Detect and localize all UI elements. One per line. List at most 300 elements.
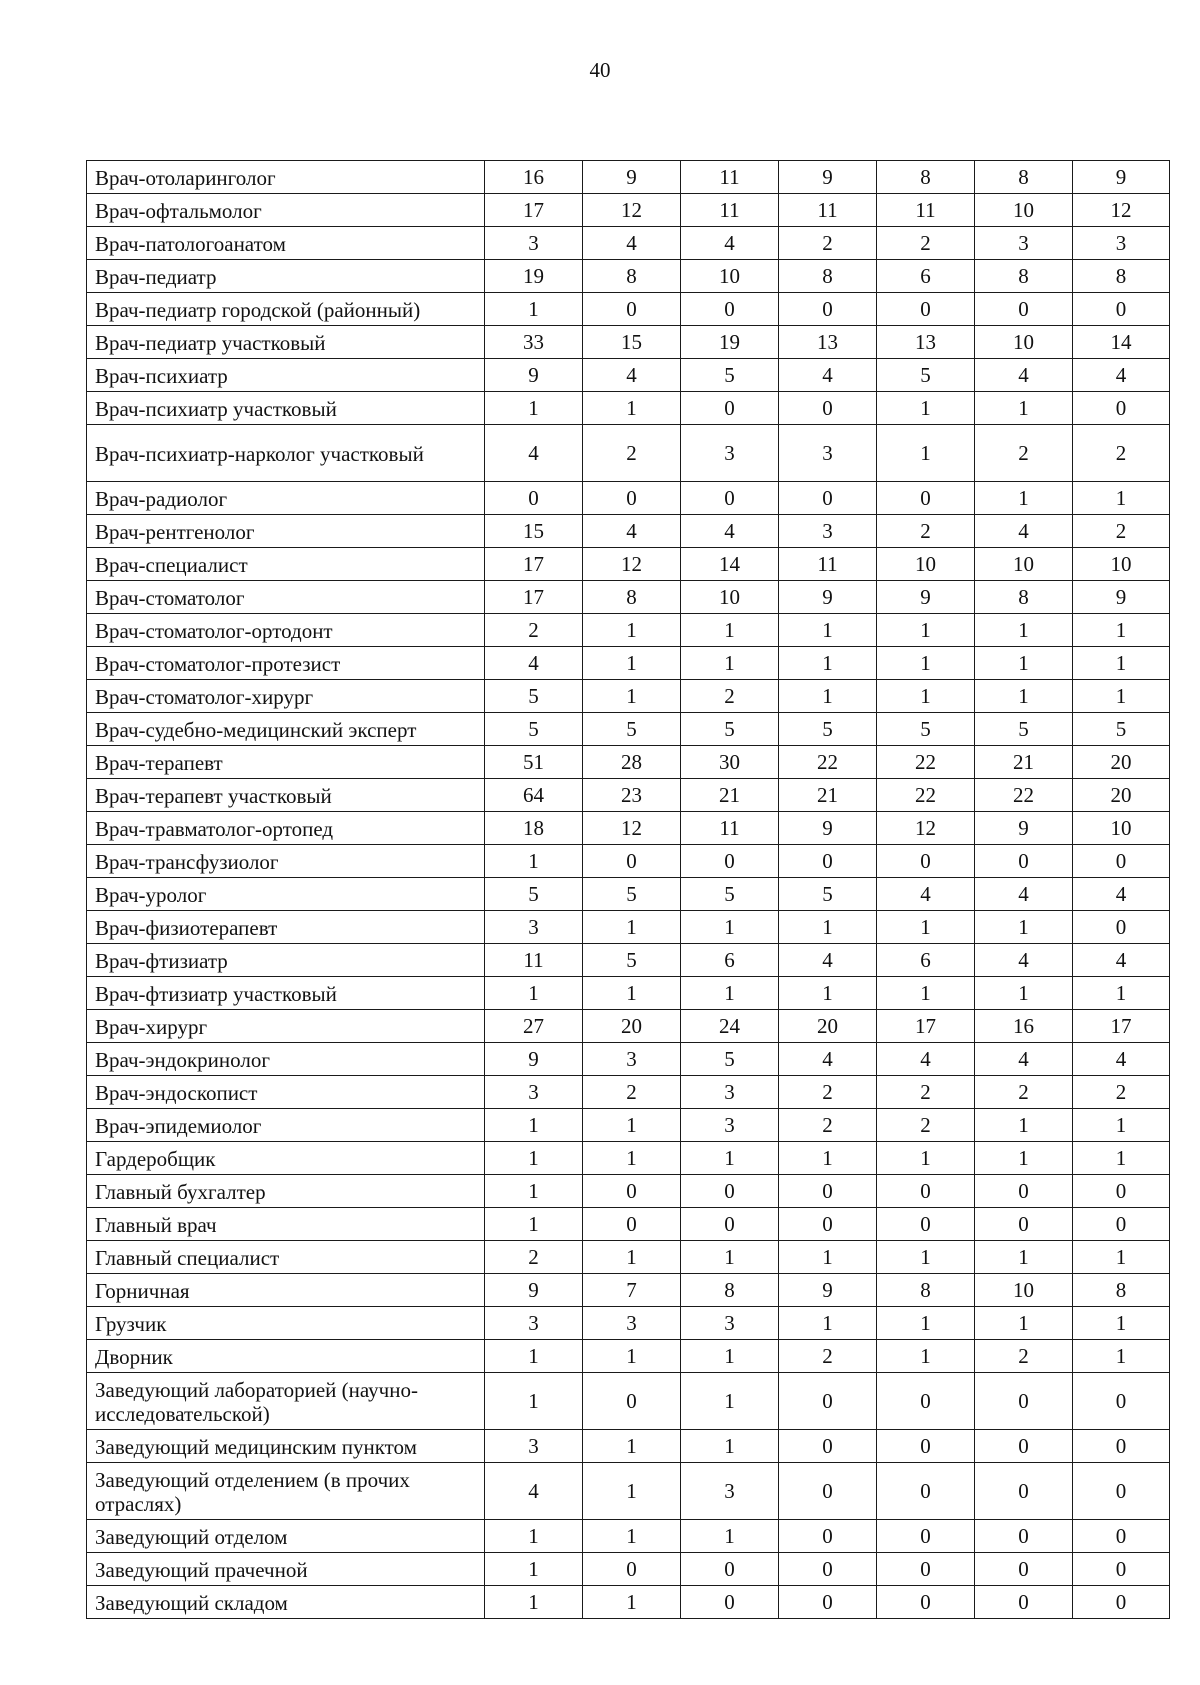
- value-cell: 19: [485, 260, 583, 293]
- value-cell: 8: [583, 581, 681, 614]
- value-cell: 2: [681, 680, 779, 713]
- value-cell: 4: [1073, 944, 1170, 977]
- position-name-cell: Врач-отоларинголог: [87, 161, 485, 194]
- value-cell: 3: [1073, 227, 1170, 260]
- value-cell: 0: [1073, 911, 1170, 944]
- value-cell: 0: [779, 1586, 877, 1619]
- value-cell: 1: [583, 1109, 681, 1142]
- value-cell: 10: [877, 548, 975, 581]
- value-cell: 0: [583, 1175, 681, 1208]
- value-cell: 1: [1073, 680, 1170, 713]
- value-cell: 1: [485, 845, 583, 878]
- value-cell: 21: [779, 779, 877, 812]
- value-cell: 9: [779, 581, 877, 614]
- table-row: [87, 293, 1170, 326]
- value-cell: 0: [779, 1520, 877, 1553]
- value-cell: 2: [877, 515, 975, 548]
- value-cell: 0: [779, 1553, 877, 1586]
- value-cell: 8: [877, 161, 975, 194]
- value-cell: 6: [877, 260, 975, 293]
- value-cell: 1: [877, 1340, 975, 1373]
- value-cell: 10: [1073, 812, 1170, 845]
- value-cell: 22: [975, 779, 1073, 812]
- table-row: [87, 1307, 1170, 1340]
- value-cell: 9: [975, 812, 1073, 845]
- value-cell: 1: [583, 1142, 681, 1175]
- value-cell: 1: [681, 1142, 779, 1175]
- value-cell: 0: [779, 845, 877, 878]
- value-cell: 1: [1073, 1340, 1170, 1373]
- table-row: [87, 878, 1170, 911]
- value-cell: 4: [877, 1043, 975, 1076]
- value-cell: 11: [681, 812, 779, 845]
- value-cell: 9: [1073, 581, 1170, 614]
- value-cell: 0: [779, 392, 877, 425]
- table-row: [87, 581, 1170, 614]
- position-name-cell: Врач-стоматолог-хирург: [87, 680, 485, 713]
- value-cell: 64: [485, 779, 583, 812]
- value-cell: 16: [485, 161, 583, 194]
- position-name-cell: Дворник: [87, 1340, 485, 1373]
- value-cell: 1: [877, 1307, 975, 1340]
- value-cell: 11: [779, 194, 877, 227]
- value-cell: 1: [779, 1307, 877, 1340]
- position-name-cell: Врач-специалист: [87, 548, 485, 581]
- value-cell: 1: [681, 647, 779, 680]
- table-row: [87, 911, 1170, 944]
- value-cell: 1: [681, 977, 779, 1010]
- position-name-cell: Врач-стоматолог-ортодонт: [87, 614, 485, 647]
- value-cell: 1: [681, 1373, 779, 1430]
- value-cell: 17: [485, 548, 583, 581]
- value-cell: 10: [975, 326, 1073, 359]
- value-cell: 4: [681, 515, 779, 548]
- value-cell: 1: [877, 1241, 975, 1274]
- value-cell: 0: [877, 1520, 975, 1553]
- value-cell: 20: [779, 1010, 877, 1043]
- value-cell: 0: [583, 1208, 681, 1241]
- position-name-cell: Врач-педиатр участковый: [87, 326, 485, 359]
- position-name-cell: Заведующий складом: [87, 1586, 485, 1619]
- value-cell: 9: [583, 161, 681, 194]
- value-cell: 0: [1073, 1373, 1170, 1430]
- table-body: [87, 161, 1170, 1619]
- value-cell: 1: [975, 680, 1073, 713]
- value-cell: 0: [1073, 1520, 1170, 1553]
- value-cell: 0: [975, 1175, 1073, 1208]
- table-row: [87, 1010, 1170, 1043]
- value-cell: 1: [583, 392, 681, 425]
- position-name-cell: Врач-стоматолог: [87, 581, 485, 614]
- value-cell: 1: [877, 911, 975, 944]
- value-cell: 1: [485, 293, 583, 326]
- value-cell: 4: [779, 359, 877, 392]
- value-cell: 51: [485, 746, 583, 779]
- value-cell: 1: [681, 1520, 779, 1553]
- value-cell: 1: [975, 1241, 1073, 1274]
- value-cell: 12: [877, 812, 975, 845]
- value-cell: 0: [975, 1463, 1073, 1520]
- value-cell: 10: [681, 581, 779, 614]
- value-cell: 3: [583, 1043, 681, 1076]
- value-cell: 21: [681, 779, 779, 812]
- value-cell: 0: [975, 1520, 1073, 1553]
- value-cell: 4: [485, 425, 583, 482]
- value-cell: 1: [1073, 482, 1170, 515]
- value-cell: 4: [583, 227, 681, 260]
- value-cell: 1: [485, 1586, 583, 1619]
- value-cell: 0: [681, 392, 779, 425]
- value-cell: 0: [583, 1553, 681, 1586]
- position-name-cell: Врач-судебно-медицинский эксперт: [87, 713, 485, 746]
- value-cell: 10: [681, 260, 779, 293]
- value-cell: 16: [975, 1010, 1073, 1043]
- value-cell: 2: [975, 425, 1073, 482]
- value-cell: 0: [1073, 293, 1170, 326]
- value-cell: 12: [583, 812, 681, 845]
- value-cell: 1: [779, 1142, 877, 1175]
- value-cell: 8: [681, 1274, 779, 1307]
- value-cell: 4: [779, 1043, 877, 1076]
- value-cell: 0: [877, 1430, 975, 1463]
- value-cell: 9: [779, 161, 877, 194]
- table-row: [87, 1208, 1170, 1241]
- value-cell: 1: [485, 977, 583, 1010]
- value-cell: 2: [779, 1109, 877, 1142]
- table-row: [87, 845, 1170, 878]
- position-name-cell: Грузчик: [87, 1307, 485, 1340]
- value-cell: 5: [485, 713, 583, 746]
- value-cell: 1: [1073, 614, 1170, 647]
- table-row: [87, 812, 1170, 845]
- page-number: 40: [589, 58, 611, 82]
- value-cell: 4: [485, 647, 583, 680]
- value-cell: 1: [877, 1142, 975, 1175]
- value-cell: 1: [975, 614, 1073, 647]
- value-cell: 1: [583, 911, 681, 944]
- value-cell: 9: [485, 1043, 583, 1076]
- value-cell: 2: [1073, 425, 1170, 482]
- value-cell: 0: [877, 293, 975, 326]
- table-row: [87, 1463, 1170, 1520]
- value-cell: 1: [485, 1142, 583, 1175]
- value-cell: 2: [583, 425, 681, 482]
- value-cell: 3: [681, 1076, 779, 1109]
- value-cell: 1: [1073, 977, 1170, 1010]
- value-cell: 0: [877, 1208, 975, 1241]
- position-name-cell: Заведующий отделом: [87, 1520, 485, 1553]
- value-cell: 0: [877, 1586, 975, 1619]
- position-name-cell: Врач-стоматолог-протезист: [87, 647, 485, 680]
- value-cell: 5: [877, 359, 975, 392]
- value-cell: 20: [583, 1010, 681, 1043]
- value-cell: 1: [583, 1463, 681, 1520]
- position-name-cell: Врач-педиатр городской (районный): [87, 293, 485, 326]
- value-cell: 17: [485, 581, 583, 614]
- value-cell: 1: [485, 1520, 583, 1553]
- value-cell: 8: [975, 161, 1073, 194]
- value-cell: 1: [877, 680, 975, 713]
- position-name-cell: Врач-терапевт участковый: [87, 779, 485, 812]
- value-cell: 0: [975, 1208, 1073, 1241]
- table-row: [87, 425, 1170, 482]
- value-cell: 2: [877, 1076, 975, 1109]
- value-cell: 2: [779, 1340, 877, 1373]
- value-cell: 24: [681, 1010, 779, 1043]
- value-cell: 1: [779, 647, 877, 680]
- value-cell: 1: [1073, 1241, 1170, 1274]
- value-cell: 3: [485, 1307, 583, 1340]
- value-cell: 4: [583, 359, 681, 392]
- table-row: [87, 1553, 1170, 1586]
- value-cell: 1: [1073, 1307, 1170, 1340]
- value-cell: 6: [681, 944, 779, 977]
- value-cell: 1: [1073, 1109, 1170, 1142]
- value-cell: 3: [485, 1076, 583, 1109]
- value-cell: 0: [877, 1463, 975, 1520]
- value-cell: 1: [975, 647, 1073, 680]
- value-cell: 1: [975, 977, 1073, 1010]
- value-cell: 5: [681, 713, 779, 746]
- value-cell: 2: [1073, 515, 1170, 548]
- value-cell: 5: [681, 878, 779, 911]
- value-cell: 11: [877, 194, 975, 227]
- value-cell: 1: [681, 1430, 779, 1463]
- table-row: [87, 1109, 1170, 1142]
- value-cell: 12: [1073, 194, 1170, 227]
- table-row: [87, 1175, 1170, 1208]
- value-cell: 27: [485, 1010, 583, 1043]
- value-cell: 15: [583, 326, 681, 359]
- value-cell: 23: [583, 779, 681, 812]
- value-cell: 1: [975, 392, 1073, 425]
- position-name-cell: Горничная: [87, 1274, 485, 1307]
- value-cell: 5: [485, 878, 583, 911]
- table-row: [87, 548, 1170, 581]
- position-name-cell: Врач-эпидемиолог: [87, 1109, 485, 1142]
- position-name-cell: Гардеробщик: [87, 1142, 485, 1175]
- value-cell: 0: [975, 1553, 1073, 1586]
- position-name-cell: Заведующий прачечной: [87, 1553, 485, 1586]
- value-cell: 0: [1073, 1208, 1170, 1241]
- value-cell: 0: [779, 1373, 877, 1430]
- value-cell: 5: [681, 359, 779, 392]
- value-cell: 0: [583, 1373, 681, 1430]
- table-row: [87, 1043, 1170, 1076]
- value-cell: 0: [1073, 1553, 1170, 1586]
- value-cell: 1: [681, 911, 779, 944]
- value-cell: 0: [877, 1373, 975, 1430]
- value-cell: 0: [1073, 392, 1170, 425]
- value-cell: 2: [779, 227, 877, 260]
- value-cell: 19: [681, 326, 779, 359]
- value-cell: 0: [877, 482, 975, 515]
- value-cell: 0: [1073, 1430, 1170, 1463]
- value-cell: 1: [779, 977, 877, 1010]
- position-name-cell: Врач-патологоанатом: [87, 227, 485, 260]
- value-cell: 14: [1073, 326, 1170, 359]
- position-name-cell: Врач-психиатр: [87, 359, 485, 392]
- value-cell: 1: [583, 1340, 681, 1373]
- value-cell: 0: [1073, 1463, 1170, 1520]
- value-cell: 11: [485, 944, 583, 977]
- value-cell: 0: [779, 1463, 877, 1520]
- table-row: [87, 326, 1170, 359]
- value-cell: 28: [583, 746, 681, 779]
- value-cell: 1: [485, 392, 583, 425]
- table-row: [87, 977, 1170, 1010]
- position-name-cell: Врач-психиатр-нарколог участковый: [87, 425, 485, 482]
- value-cell: 4: [1073, 359, 1170, 392]
- value-cell: 33: [485, 326, 583, 359]
- value-cell: 8: [583, 260, 681, 293]
- position-name-cell: Врач-фтизиатр участковый: [87, 977, 485, 1010]
- value-cell: 8: [1073, 1274, 1170, 1307]
- value-cell: 0: [975, 1373, 1073, 1430]
- value-cell: 1: [583, 647, 681, 680]
- position-name-cell: Врач-эндоскопист: [87, 1076, 485, 1109]
- value-cell: 0: [975, 845, 1073, 878]
- value-cell: 1: [583, 1430, 681, 1463]
- position-name-cell: Главный специалист: [87, 1241, 485, 1274]
- position-name-cell: Врач-фтизиатр: [87, 944, 485, 977]
- value-cell: 1: [485, 1208, 583, 1241]
- value-cell: 3: [779, 515, 877, 548]
- value-cell: 1: [1073, 1142, 1170, 1175]
- value-cell: 4: [681, 227, 779, 260]
- position-name-cell: Врач-физиотерапевт: [87, 911, 485, 944]
- value-cell: 1: [877, 425, 975, 482]
- value-cell: 12: [583, 548, 681, 581]
- position-name-cell: Врач-эндокринолог: [87, 1043, 485, 1076]
- value-cell: 17: [1073, 1010, 1170, 1043]
- value-cell: 4: [975, 359, 1073, 392]
- value-cell: 2: [877, 227, 975, 260]
- value-cell: 14: [681, 548, 779, 581]
- value-cell: 9: [485, 1274, 583, 1307]
- position-name-cell: Главный врач: [87, 1208, 485, 1241]
- value-cell: 9: [779, 1274, 877, 1307]
- table-row: [87, 161, 1170, 194]
- value-cell: 2: [975, 1076, 1073, 1109]
- value-cell: 11: [681, 161, 779, 194]
- value-cell: 1: [877, 614, 975, 647]
- value-cell: 1: [779, 911, 877, 944]
- position-name-cell: Врач-трансфузиолог: [87, 845, 485, 878]
- position-name-cell: Врач-педиатр: [87, 260, 485, 293]
- value-cell: 5: [779, 713, 877, 746]
- value-cell: 0: [1073, 1586, 1170, 1619]
- value-cell: 0: [1073, 1175, 1170, 1208]
- value-cell: 0: [681, 1553, 779, 1586]
- value-cell: 0: [779, 1208, 877, 1241]
- value-cell: 1: [485, 1109, 583, 1142]
- table-row: [87, 515, 1170, 548]
- value-cell: 5: [877, 713, 975, 746]
- value-cell: 1: [583, 977, 681, 1010]
- value-cell: 11: [779, 548, 877, 581]
- table-row: [87, 1274, 1170, 1307]
- value-cell: 0: [681, 1586, 779, 1619]
- value-cell: 0: [681, 1175, 779, 1208]
- table-row: [87, 746, 1170, 779]
- value-cell: 1: [877, 392, 975, 425]
- position-name-cell: Врач-уролог: [87, 878, 485, 911]
- value-cell: 4: [779, 944, 877, 977]
- table-row: [87, 647, 1170, 680]
- value-cell: 8: [1073, 260, 1170, 293]
- value-cell: 8: [877, 1274, 975, 1307]
- value-cell: 0: [681, 845, 779, 878]
- value-cell: 0: [681, 482, 779, 515]
- value-cell: 9: [1073, 161, 1170, 194]
- position-name-cell: Заведующий отделением (в прочих отраслях): [87, 1463, 485, 1520]
- value-cell: 1: [583, 614, 681, 647]
- table-row: [87, 1340, 1170, 1373]
- table-row: [87, 779, 1170, 812]
- value-cell: 5: [975, 713, 1073, 746]
- value-cell: 5: [779, 878, 877, 911]
- value-cell: 3: [485, 1430, 583, 1463]
- value-cell: 1: [583, 1520, 681, 1553]
- value-cell: 3: [975, 227, 1073, 260]
- value-cell: 1: [485, 1175, 583, 1208]
- value-cell: 3: [583, 1307, 681, 1340]
- value-cell: 1: [779, 680, 877, 713]
- value-cell: 13: [779, 326, 877, 359]
- value-cell: 2: [975, 1340, 1073, 1373]
- table-row: [87, 614, 1170, 647]
- value-cell: 0: [877, 845, 975, 878]
- position-name-cell: Врач-терапевт: [87, 746, 485, 779]
- position-name-cell: Врач-хирург: [87, 1010, 485, 1043]
- value-cell: 3: [485, 911, 583, 944]
- value-cell: 1: [1073, 647, 1170, 680]
- value-cell: 2: [1073, 1076, 1170, 1109]
- value-cell: 0: [681, 293, 779, 326]
- value-cell: 1: [975, 482, 1073, 515]
- value-cell: 2: [779, 1076, 877, 1109]
- value-cell: 4: [583, 515, 681, 548]
- position-name-cell: Главный бухгалтер: [87, 1175, 485, 1208]
- table-row: [87, 1586, 1170, 1619]
- table-row: [87, 482, 1170, 515]
- value-cell: 0: [583, 293, 681, 326]
- value-cell: 5: [681, 1043, 779, 1076]
- value-cell: 2: [583, 1076, 681, 1109]
- value-cell: 0: [779, 1175, 877, 1208]
- value-cell: 1: [975, 911, 1073, 944]
- value-cell: 17: [485, 194, 583, 227]
- value-cell: 10: [975, 194, 1073, 227]
- staffing-table: [86, 160, 1170, 1619]
- table-row: [87, 227, 1170, 260]
- value-cell: 4: [485, 1463, 583, 1520]
- value-cell: 0: [779, 482, 877, 515]
- value-cell: 0: [975, 293, 1073, 326]
- table-row: [87, 260, 1170, 293]
- value-cell: 4: [975, 944, 1073, 977]
- value-cell: 0: [779, 293, 877, 326]
- value-cell: 1: [485, 1553, 583, 1586]
- value-cell: 0: [877, 1553, 975, 1586]
- table-row: [87, 713, 1170, 746]
- value-cell: 4: [877, 878, 975, 911]
- value-cell: 9: [877, 581, 975, 614]
- value-cell: 1: [485, 1373, 583, 1430]
- table-row: [87, 944, 1170, 977]
- value-cell: 8: [975, 581, 1073, 614]
